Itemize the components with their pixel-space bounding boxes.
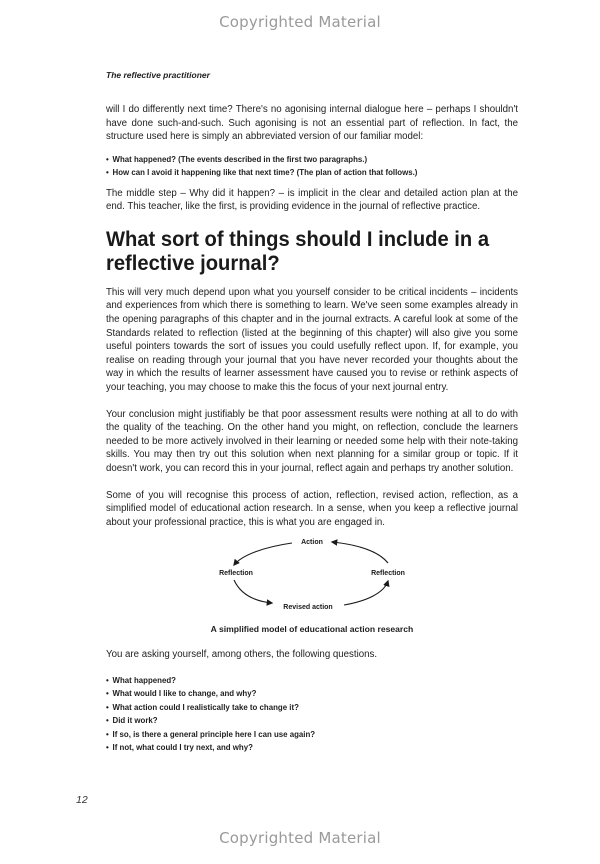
- copyright-watermark-top: Copyrighted Material: [219, 13, 381, 31]
- diagram-node-action: Action: [301, 539, 323, 547]
- list-item: • How can I avoid it happening like that next time? (The plan of action that follows.): [106, 166, 493, 179]
- cycle-arrow-action-to-reflection: [234, 543, 292, 565]
- page-number: 12: [76, 794, 88, 806]
- copyright-watermark-bottom: Copyrighted Material: [219, 829, 381, 847]
- body-paragraph-1: This will very much depend upon what you yourself consider to be critical incidents – incidents and experiences from which there is something to learn. We've seen some examples already in the opening paragraphs of this chapter and in the journal extracts. A careful look at some of the Standards related to reflection (listed at the beginning of this chapter) will also give you some useful pointers towards the sort of issues you could usefully reflect upon. If, for example, you realise on reading through your journal that you have never recorded your thoughts about the way in which the results of learner assessment have caused you to revise or rethink aspects of your teaching, you may choose to make this the focus of your next journal entry.: [106, 286, 518, 393]
- page-body: [106, 103, 518, 754]
- diagram-caption: A simplified model of educational action research: [210, 624, 414, 635]
- list-item: • What action could I realistically take to change it?: [106, 701, 493, 714]
- body-paragraph-3: Some of you will recognise this process of action, reflection, revised action, reflection, as a simplified model of educational action research. In a sense, when you keep a reflective journal about your professional practice, this is what you are engaged in.: [106, 489, 518, 528]
- cycle-arrow-reflection-to-action: [332, 542, 388, 563]
- list-item: • What happened?: [106, 674, 493, 687]
- list-item: • Did it work?: [106, 714, 493, 727]
- list-item: • What happened? (The events described in the first two paragraphs.): [106, 153, 493, 166]
- intro-paragraph: will I do differently next time? There's no agonising internal dialogue here – perhaps I shouldn't have done such-and-such. Such agonising is not an essential part of reflection. In fact, the structure used here is simply an abbreviated version of our familiar model:: [106, 104, 518, 143]
- cycle-arrow-reflection-to-revised: [234, 580, 272, 603]
- cycle-arrow-revised-to-reflection: [344, 581, 388, 605]
- questions-intro-paragraph: You are asking yourself, among others, the following questions.: [106, 649, 378, 661]
- diagram-node-reflection-left: Reflection: [219, 570, 253, 578]
- action-research-cycle-diagram: [212, 535, 412, 615]
- middle-step-paragraph: The middle step – Why did it happen? – is implicit in the clear and detailed action plan at the end. This teacher, like the first, is providing evidence in the journal of reflective practice.: [106, 187, 518, 213]
- section-heading: What sort of things should I include in a reflective journal?: [106, 227, 490, 275]
- diagram-node-reflection-right: Reflection: [371, 570, 405, 578]
- list-item: • What would I like to change, and why?: [106, 687, 493, 700]
- list-item: • If not, what could I try next, and why?: [106, 741, 493, 754]
- body-paragraph-2: Your conclusion might justifiably be that poor assessment results were nothing at all to do with the quality of the teaching. On the other hand you might, on reflection, conclude the learners needed to be more actively involved in their learning or needed some help with their note-taking skills. You may then try out this solution when next planning for a similar group or topic. If it doesn't work, you can record this in your journal, reflect again and perhaps try another solution.: [106, 408, 518, 474]
- running-head: The reflective practitioner: [106, 70, 210, 80]
- question-bullet-list: [106, 674, 518, 754]
- model-bullet-list: [106, 153, 518, 180]
- list-item: • If so, is there a general principle here I can use again?: [106, 728, 493, 741]
- diagram-node-revised-action: Revised action: [283, 604, 333, 612]
